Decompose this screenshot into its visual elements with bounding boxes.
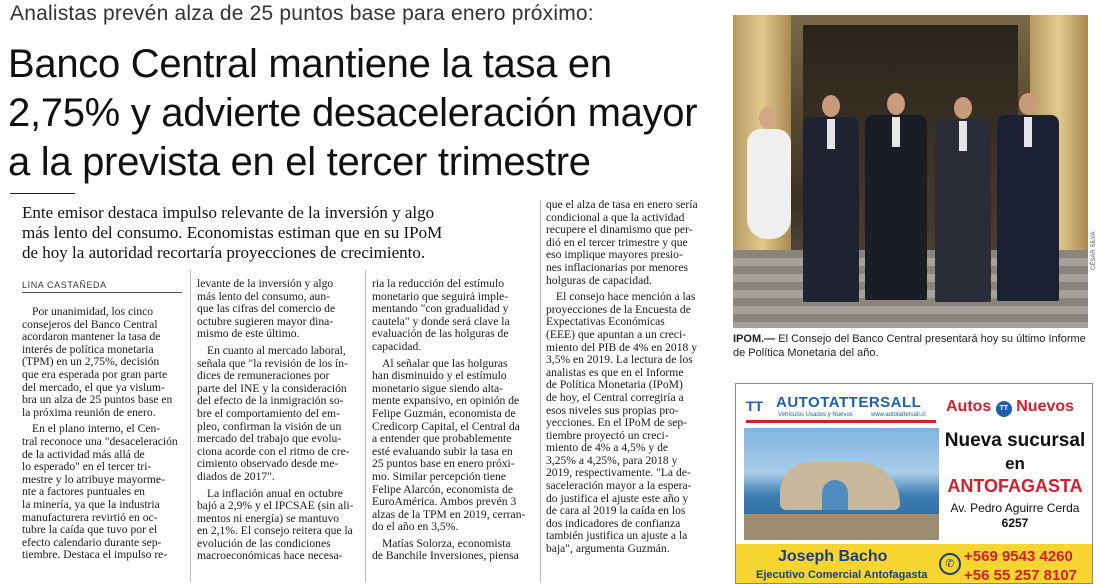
body-text-line: señala que "la revisión de los ín- [197, 357, 348, 370]
body-text-line: parte del INE y la consideración [197, 382, 347, 395]
ad-contact-name: Joseph Bacho [778, 548, 888, 565]
photo-credit: CÉSAR SILVA [1091, 231, 1097, 270]
body-text-line: 3,5% en 2019. La lectura de los [546, 354, 693, 367]
ad-address-number: 6257 [1001, 516, 1029, 530]
article-column-1 [22, 306, 185, 562]
rock-arch-opening [822, 480, 848, 510]
ad-secondary-brand-right: Nuevos [1016, 398, 1075, 415]
body-text-line: eso implique mayores presio- [546, 249, 683, 262]
ad-headline: Nueva sucursal [944, 430, 1086, 451]
caption-text: El Consejo del Banco Central presentará hoy su último Informe de Política Monetaria del año. [733, 333, 1086, 359]
news-photo [733, 15, 1088, 328]
body-text-line: macroeconómicas hace necesa- [197, 550, 343, 563]
body-text-line: han disminuido y el estímulo [372, 370, 507, 383]
body-text-line: tiembre. Destaca el impulso re- [22, 549, 168, 562]
body-text-line: Por unanimidad, los cinco [32, 306, 154, 318]
body-text-line: mercado del trabajo que evolu- [197, 433, 342, 446]
body-text-line: evolución de las condiciones [197, 537, 331, 550]
ad-address: Av. Pedro Aguirre Cerda [950, 501, 1080, 515]
body-text-line: ciona acorde con el ritmo de cre- [197, 445, 350, 458]
body-text-line: evaluación de las holguras de [372, 328, 509, 341]
body-text-line: de Política Monetaria (IPoM) [546, 379, 683, 392]
body-text-line: que el alza de tasa en enero sería [546, 199, 698, 211]
body-text-line: Matías Solorza, economista [382, 537, 511, 550]
tattersall-round-icon: TT [996, 401, 1012, 417]
body-text-line: analistas es que en el Informe [546, 366, 684, 379]
body-text-line: do justifica el ajuste este año y [546, 492, 689, 505]
body-text-line: (EEE) que apuntan a un creci- [546, 328, 687, 341]
headline-line-1: Banco Central mantiene la tasa en [8, 42, 612, 86]
byline-divider [22, 292, 182, 293]
ad-contact-bar [736, 544, 1092, 583]
ad-brand-logo [746, 392, 936, 422]
body-text-line: Credicorp Capital, el Central da [372, 420, 520, 433]
body-text-line: saceleración mayor a la espera- [546, 480, 692, 493]
body-text-line: El consejo hace mención a las [556, 291, 696, 304]
body-text-line: que las cifras del comercio de [197, 303, 336, 316]
ad-phone-landline[interactable]: +56 55 257 8107 [964, 567, 1078, 584]
body-text-line: mismo de este último. [197, 328, 300, 341]
column-divider [540, 200, 541, 582]
body-text-line: octubre sugieren mayor dina- [197, 315, 334, 328]
body-text-line: bre el comportamiento del em- [197, 407, 340, 420]
body-text-line: la minería, ya que la industria [22, 498, 160, 511]
body-text-line: de la actividad más allá de [22, 448, 145, 461]
column-divider [365, 270, 366, 582]
body-text-line: La inflación anual en octubre [207, 487, 343, 500]
body-text-line: condicional a que la actividad [546, 211, 685, 224]
body-text-line: (TPM) en un 2,75%, decisión [22, 356, 160, 369]
body-text-line: yecciones. En el IPoM de sep- [546, 417, 688, 430]
ad-city: ANTOFAGASTA [947, 476, 1083, 496]
body-text-line: de hoy, el Central corregiría a [546, 391, 684, 404]
tattersall-logo-icon: TT [746, 398, 764, 414]
deck-line-1: Ente emisor destaca impulso relevante de la inversión y algo [22, 203, 435, 222]
body-text-line: tubre la caída que tuvo por el [22, 524, 158, 537]
body-text-line: cimiento observado desde me- [197, 458, 339, 471]
body-text-line: del efecto de la inmigración so- [197, 395, 344, 408]
article-column-2 [197, 278, 360, 563]
body-text-line: nes inflacionarias por menores [546, 261, 688, 274]
body-text-line: Felipe Alarcón, economista de [372, 483, 514, 496]
body-text-line: mente expansivo, en opinión de [372, 395, 520, 408]
body-text-line: do el año en 3,5%. [372, 521, 459, 534]
body-text-line: mentando "con gradualidad y [372, 303, 509, 316]
body-text-line: Al señalar que las holguras [382, 357, 508, 370]
article-headline [8, 40, 723, 187]
ad-brand-stripe [746, 420, 936, 423]
ad-branch-info [941, 430, 1089, 530]
body-text-line: capacidad. [372, 340, 422, 353]
body-text-line: que era esperada por gran parte [22, 368, 168, 381]
body-text-line: proyecciones de la Encuesta de [546, 303, 691, 316]
body-text-line: EuroAmérica. Ambos prevén 3 [372, 496, 517, 509]
article-deck [22, 203, 542, 263]
body-text-line: 3,25% a 4,25%, para 2018 y [546, 454, 678, 467]
body-text-line: a entender que probablemente [372, 433, 512, 446]
body-text-line: holguras de capacidad. [546, 274, 652, 287]
body-text-line: más lento del consumo, aun- [197, 290, 330, 303]
body-text-line: bra un alza de 25 puntos base en [22, 394, 173, 407]
body-text-line: baja", argumenta Guzmán. [546, 543, 670, 556]
body-text-line: acordaron mantener la tasa de [22, 331, 161, 344]
body-text-line: miento del PIB de 4% en 2018 y [546, 341, 698, 354]
body-text-line: diados de 2017". [197, 470, 275, 483]
photo-caption [733, 332, 1098, 360]
article-kicker: Analistas prevén alza de 25 puntos base para enero próximo: [10, 2, 594, 25]
body-text-line: dió en el tercer trimestre y que [546, 236, 688, 249]
body-text-line: también justifica un ajuste a la [546, 530, 688, 543]
body-text-line: pleo, confirman la visión de un [197, 420, 342, 433]
ad-headline-connector: en [1005, 454, 1025, 473]
body-text-line: esté evaluando subir la tasa en [372, 445, 513, 458]
body-text-line: dices de remuneraciones por [197, 370, 330, 383]
ad-brand-name: AUTOTATTERSALL [776, 394, 922, 411]
ad-secondary-brand-left: Autos [946, 398, 992, 415]
article-column-4 [546, 199, 711, 556]
body-text-line: del mercado, el que ya vislum- [22, 381, 165, 394]
ad-brand-url: www.autotattersall.cl [871, 412, 926, 418]
ad-phone-mobile[interactable]: +569 9543 4260 [964, 548, 1073, 565]
body-text-line: en 2,1%. El consejo reitera que la [197, 525, 353, 538]
body-text-line: esos niveles sus propias pro- [546, 404, 679, 417]
body-text-line: mentos ni energía) se mantuvo [197, 512, 340, 525]
deck-line-2: más lento del consumo. Economistas estiman que en su IPoM [22, 223, 443, 242]
headline-divider [10, 193, 75, 194]
body-text-line: Expectativas Económicas [546, 316, 665, 329]
body-text-line: En cuanto al mercado laboral, [207, 344, 346, 357]
body-text-line: 2019, respectivamente. "La de- [546, 467, 691, 480]
body-text-line: cautela" y donde será clave la [372, 315, 510, 328]
body-text-line: levante de la inversión y algo [197, 278, 334, 290]
body-text-line: recupere el dinamismo que per- [546, 224, 693, 237]
body-text-line: Felipe Guzmán, economista de [372, 407, 516, 420]
body-text-line: de Banchile Inversiones, piensa [372, 550, 519, 563]
whatsapp-icon: ✆ [939, 553, 961, 575]
body-text-line: tiembre proyectó un creci- [546, 429, 669, 442]
body-text-line: manufacturera revirtió en oc- [22, 511, 158, 524]
body-text-line: mo. Similar percepción tiene [372, 470, 506, 483]
body-text-line: monetario que seguirá imple- [372, 290, 509, 303]
body-text-line: de cara al 2019 la caída en los [546, 505, 686, 518]
article-column-3 [372, 278, 535, 563]
body-text-line: monetario sigue siendo alta- [372, 382, 504, 395]
body-text-line: alzas de la TPM en 2019, cerran- [372, 508, 526, 521]
headline-line-2: 2,75% y advierte desaceleración mayor [8, 91, 698, 135]
body-text-line: lo esperado" en el tercer tri- [22, 461, 152, 474]
ad-secondary-brand [946, 398, 1074, 417]
body-text-line: ria la reducción del estímulo [372, 278, 504, 290]
body-text-line: interés de política monetaria [22, 343, 154, 356]
deck-line-3: de hoy la autoridad recortaría proyecciones de crecimiento. [22, 243, 426, 262]
body-text-line: mestre y lo atribuye mayorme- [22, 473, 165, 486]
body-text-line: la próxima reunión de enero. [22, 406, 156, 419]
ad-brand-subtitle: Vehículos Usados y Nuevos [778, 412, 853, 418]
article-byline: LINA CASTAÑEDA [22, 280, 107, 290]
body-text-line: 25 puntos base en enero próxi- [372, 458, 515, 471]
body-text-line: En el plano interno, el Cen- [32, 423, 161, 436]
body-text-line: tral reconoce una "desaceleración [22, 435, 178, 448]
caption-label: IPOM.— [733, 333, 776, 345]
column-divider [190, 270, 191, 582]
body-text-line: dos indicadores de confianza [546, 517, 681, 530]
headline-line-3: a la prevista en el tercer trimestre [8, 140, 591, 184]
ad-contact-role: Ejecutivo Comercial Antofagasta [756, 569, 928, 581]
body-text-line: miento de 4% a 4,5% y de [546, 442, 669, 455]
body-text-line: nte a factores puntuales en [22, 486, 145, 499]
body-text-line: bajó a 2,9% y el IPCSAE (sin ali- [197, 500, 354, 513]
shore-shape [744, 514, 939, 540]
body-text-line: consejeros del Banco Central [22, 318, 158, 331]
ad-coast-photo [744, 428, 939, 540]
advertisement[interactable] [735, 383, 1093, 584]
body-text-line: efecto calendario durante sep- [22, 536, 162, 549]
